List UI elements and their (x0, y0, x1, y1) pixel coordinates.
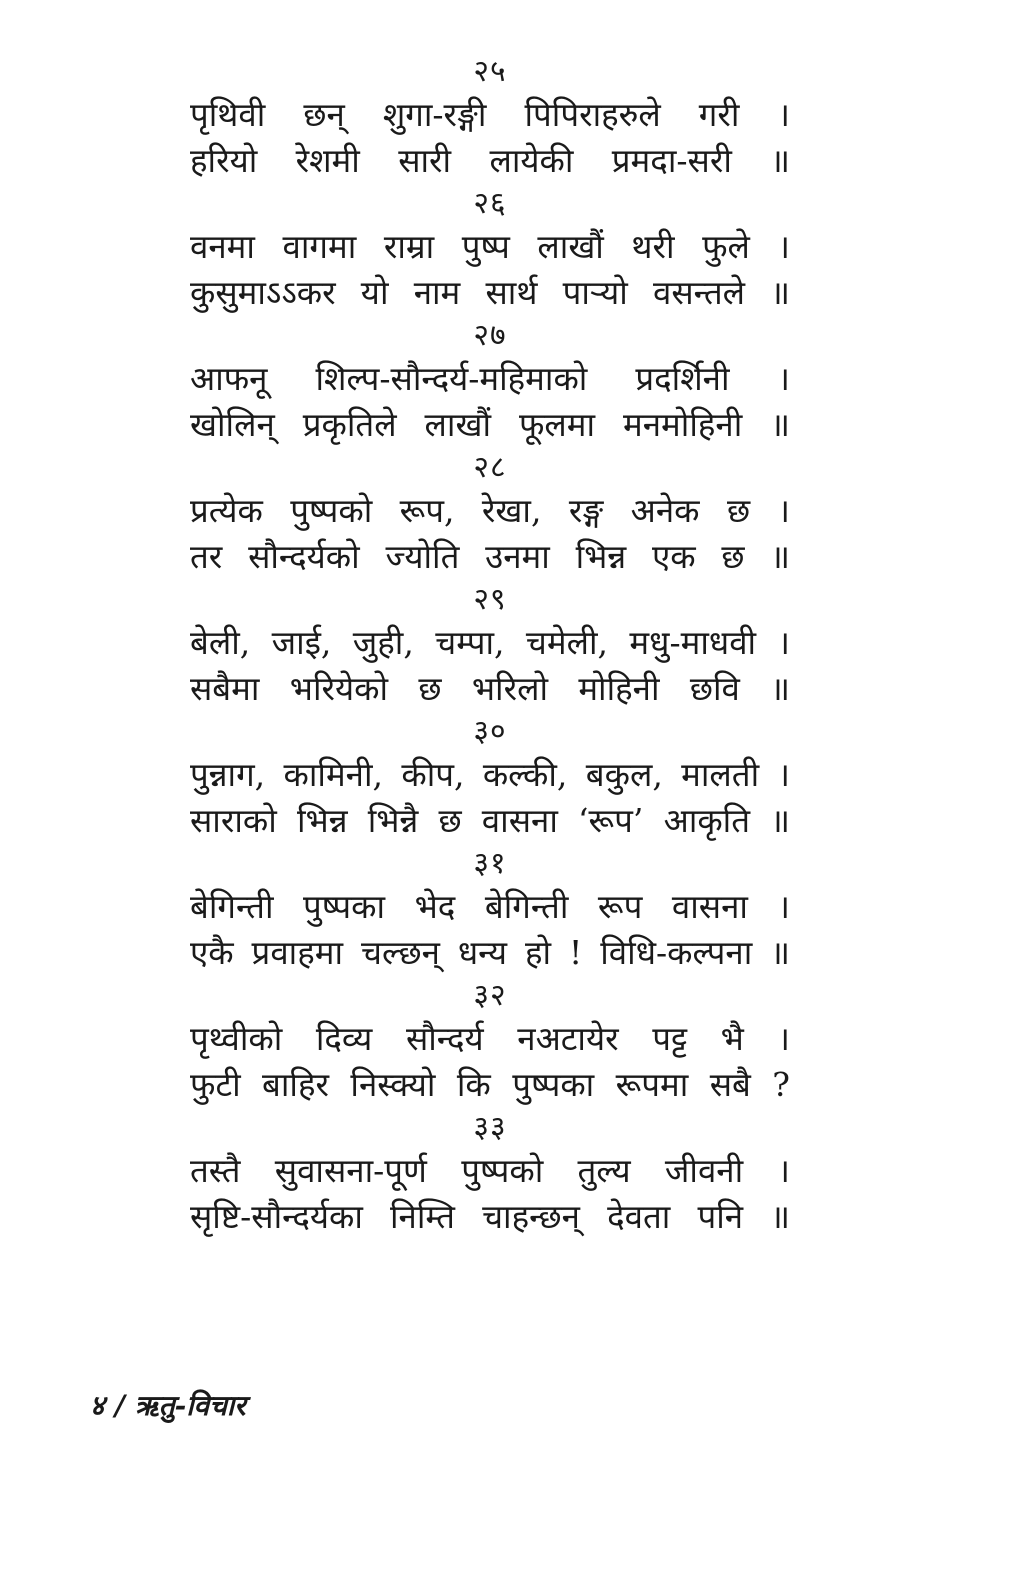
verse-33 (190, 1108, 790, 1240)
verse-line: प्रत्येक पुष्पको रूप, रेखा, रङ्ग अनेक छ । (190, 491, 790, 530)
verse-28 (190, 448, 790, 580)
book-title: ऋतु-विचार (134, 1389, 246, 1422)
verse-line: पुन्नाग, कामिनी, कीप, कल्की, बकुल, मालती । (190, 755, 790, 794)
page-number: ४ (90, 1389, 105, 1422)
verse-line: खोलिन् प्रकृतिले लाखौं फूलमा मनमोहिनी ॥ (190, 405, 790, 444)
verse-line: सबैमा भरियेको छ भरिलो मोहिनी छवि ॥ (190, 669, 790, 708)
verse-29 (190, 580, 790, 712)
verse-number: २५ (473, 54, 507, 89)
verse-26 (190, 184, 790, 316)
verse-line: तस्तै सुवासना-पूर्ण पुष्पको तुल्य जीवनी । (190, 1151, 790, 1190)
verse-number: २८ (473, 450, 507, 485)
verse-30 (190, 712, 790, 844)
verse-number: २७ (473, 318, 507, 353)
verse-line: एकै प्रवाहमा चल्छन् धन्य हो ! विधि-कल्पना ॥ (190, 933, 790, 972)
verse-25 (190, 52, 790, 184)
verse-number: ३३ (473, 1110, 507, 1145)
footer-separator: / (114, 1389, 125, 1422)
verse-number: २९ (473, 582, 507, 617)
verse-line: कुसुमाऽऽकर यो नाम सार्थ पाऱ्यो वसन्तले ॥ (190, 273, 790, 312)
verse-32 (190, 976, 790, 1108)
verse-line: बेगिन्ती पुष्पका भेद बेगिन्ती रूप वासना । (190, 887, 790, 926)
verse-line: आफनू शिल्प-सौन्दर्य-महिमाको प्रदर्शिनी । (190, 359, 790, 398)
verse-line: साराको भिन्न भिन्नै छ वासना ‘रूप’ आकृति ॥ (190, 801, 790, 840)
verse-number: २६ (473, 186, 507, 221)
verse-line: फुटी बाहिर निस्क्यो कि पुष्पका रूपमा सबै ? (190, 1065, 790, 1104)
verse-number: ३२ (473, 978, 507, 1013)
verse-line: पृथ्वीको दिव्य सौन्दर्य नअटायेर पट्ट भै । (190, 1019, 790, 1058)
verse-line: हरियो रेशमी सारी लायेकी प्रमदा-सरी ॥ (190, 141, 790, 180)
verse-number: ३० (473, 714, 507, 749)
verse-line: सृष्टि-सौन्दर्यका निम्ति चाहन्छन् देवता पनि ॥ (190, 1197, 790, 1236)
verse-27 (190, 316, 790, 448)
verse-line: बेली, जाई, जुही, चम्पा, चमेली, मधु-माधवी । (190, 623, 790, 662)
page-footer (90, 1388, 246, 1424)
verse-line: तर सौन्दर्यको ज्योति उनमा भिन्न एक छ ॥ (190, 537, 790, 576)
verse-31 (190, 844, 790, 976)
verse-list (190, 52, 790, 1240)
verse-line: पृथिवी छन् शुगा-रङ्गी पिपिराहरुले गरी । (190, 95, 790, 134)
verse-line: वनमा वागमा राम्रा पुष्प लाखौं थरी फुले । (190, 227, 790, 266)
verse-number: ३१ (473, 846, 507, 881)
